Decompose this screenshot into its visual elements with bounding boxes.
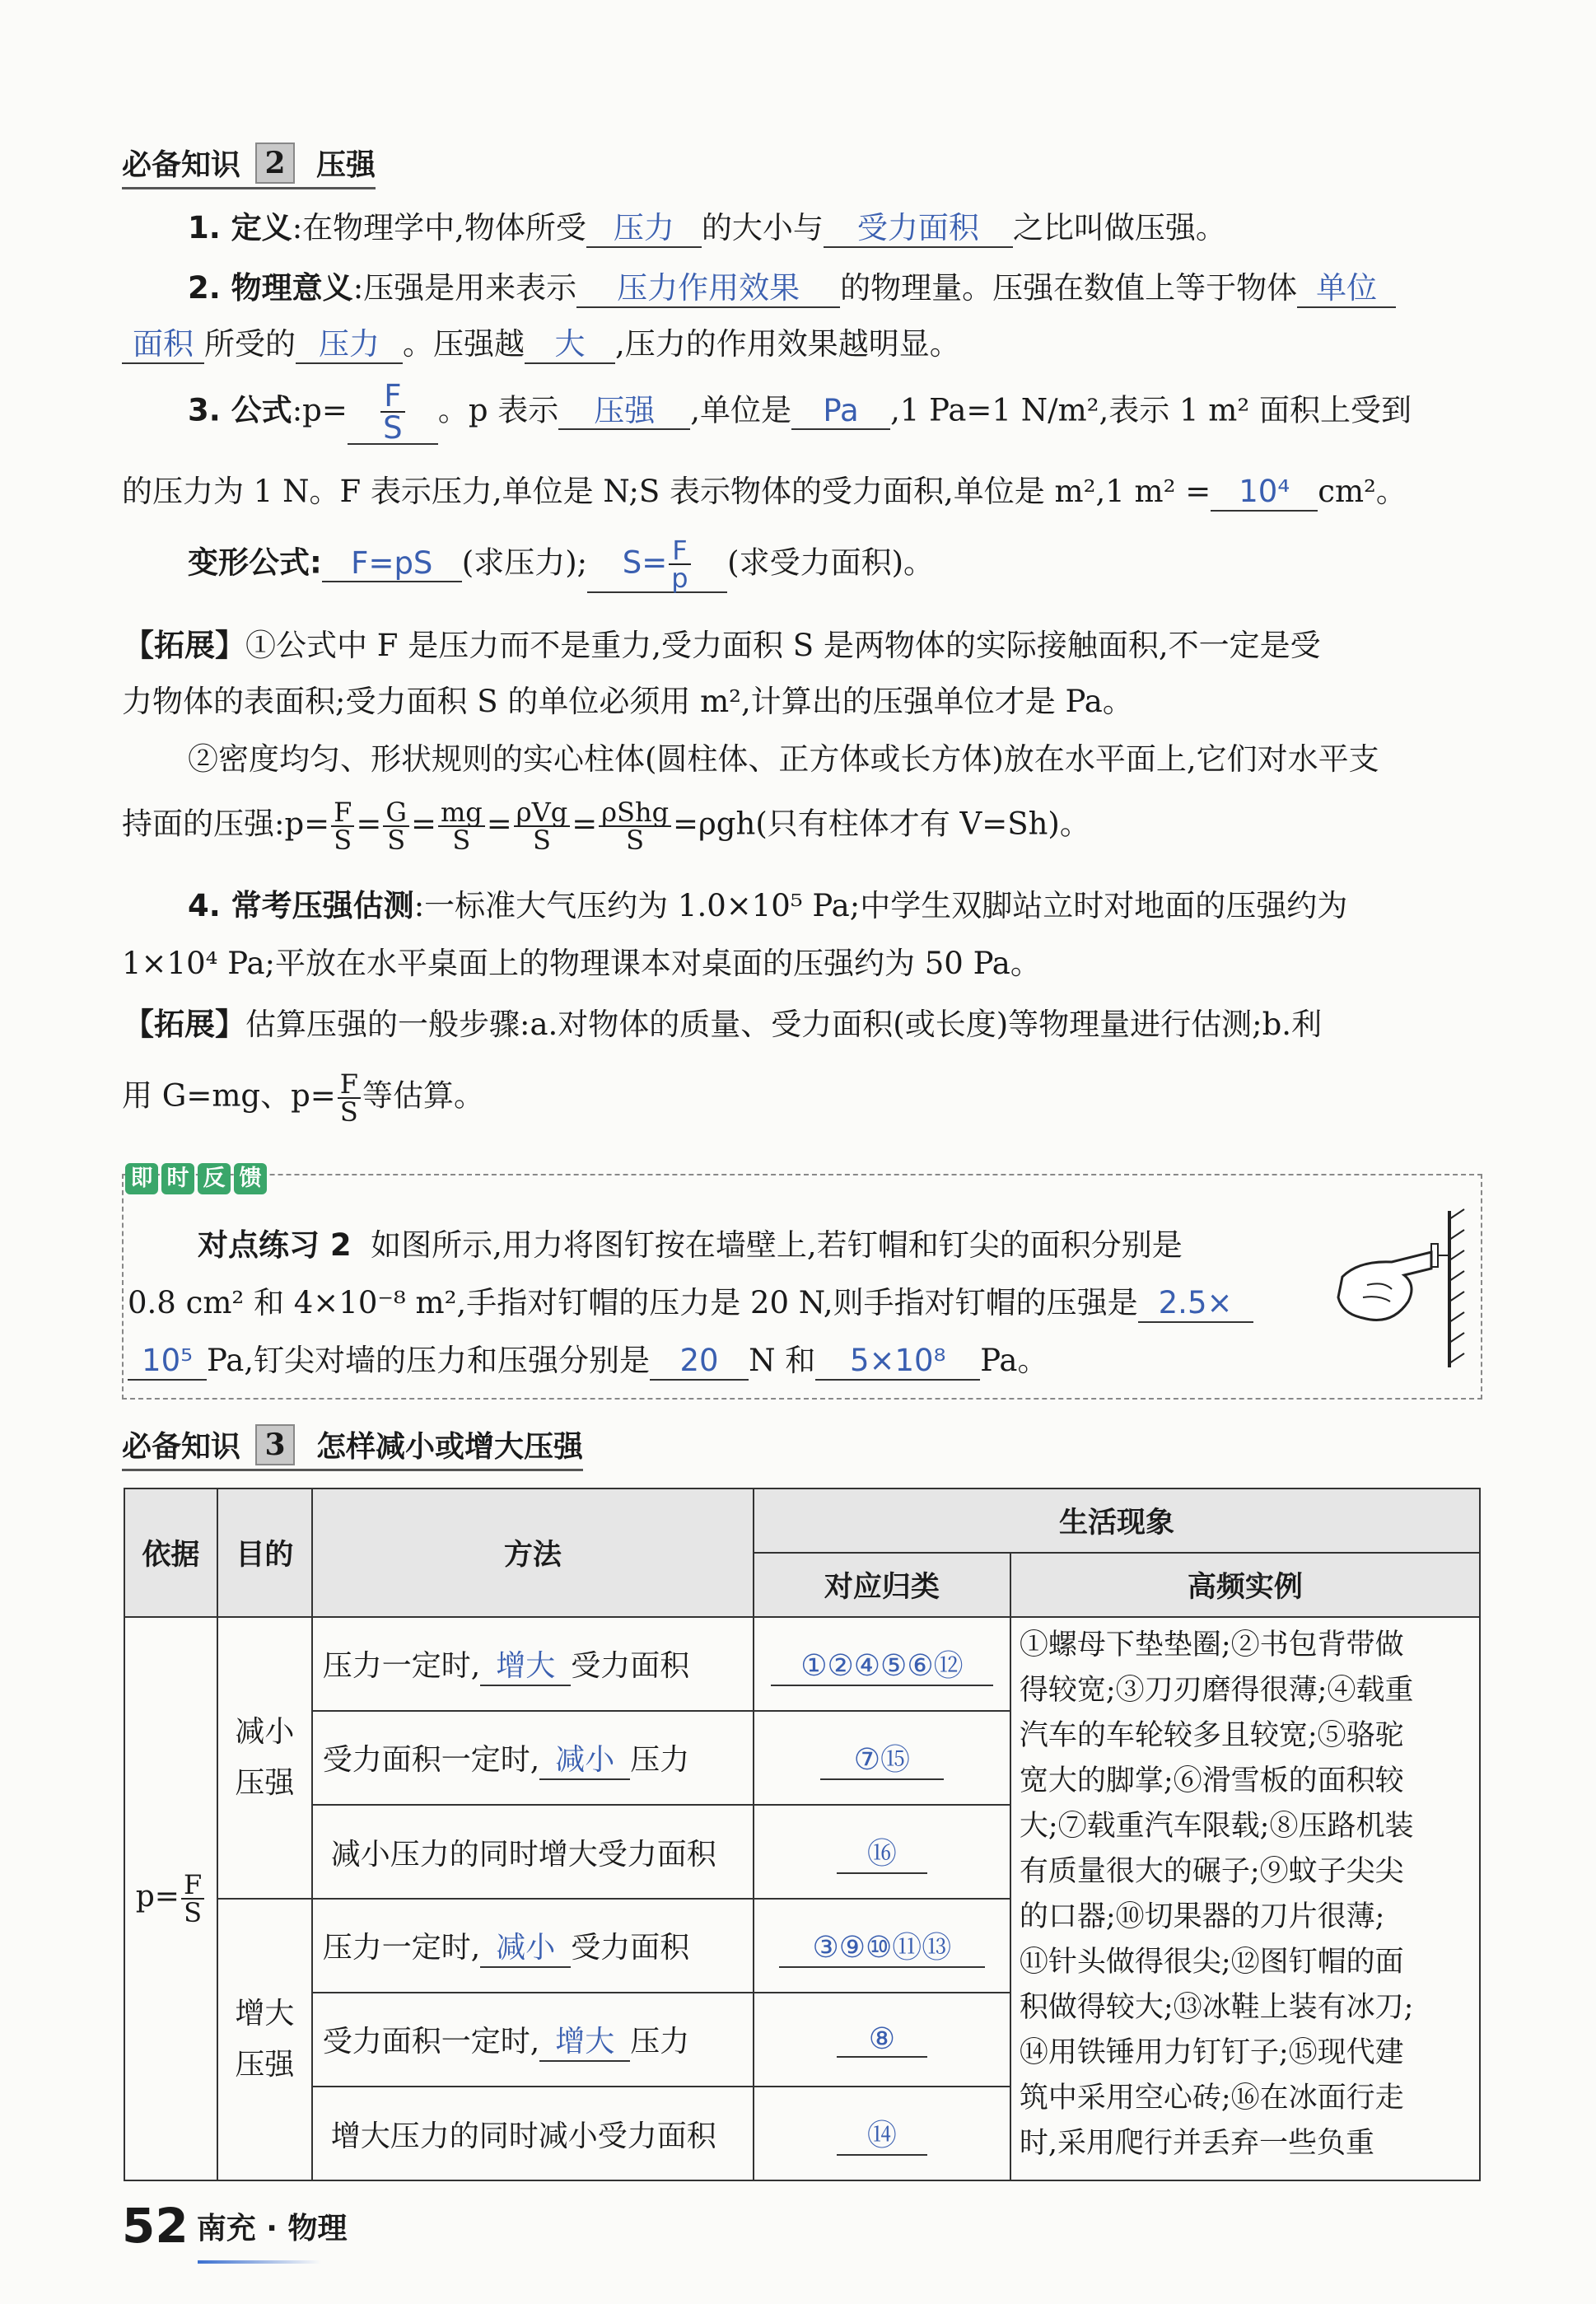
text: 压力 — [630, 2024, 690, 2059]
text: :压强是用来表示 — [352, 270, 577, 306]
feedback-tag — [125, 1163, 267, 1194]
extension-1-line-1 — [124, 628, 1321, 664]
variant-formula-line — [188, 537, 934, 593]
answer-blank: 压力作用效果 — [576, 271, 840, 308]
match-cell — [754, 2087, 1010, 2180]
text: 1×10⁴ Pa;平放在水平桌面上的物理课本对桌面的压强约为 50 Pa。 — [122, 946, 1041, 981]
page-footer — [122, 2198, 347, 2254]
tag-char: 即 — [125, 1163, 158, 1194]
text: 减小压力的同时增大受力面积 — [330, 1837, 716, 1872]
text: 增大压力的同时减小受力面积 — [330, 2119, 716, 2153]
text: ,1 Pa=1 N/m²,表示 1 m² 面积上受到 — [890, 392, 1412, 428]
answer-blank: ⑧ — [837, 2022, 927, 2058]
text: 受力面积 — [571, 1648, 690, 1683]
text: 压力 — [630, 1742, 690, 1777]
extension-1-line-3 — [188, 741, 1379, 778]
method-cell — [312, 1711, 754, 1805]
text: S= — [622, 544, 668, 581]
method-cell — [312, 1617, 754, 1711]
answer-blank: Pa — [791, 394, 890, 431]
match-cell — [754, 1805, 1010, 1899]
answer-blank: 压力 — [296, 327, 403, 364]
footer-accent-line — [198, 2260, 321, 2264]
denominator: p — [671, 563, 688, 594]
header-method: 方法 — [312, 1488, 754, 1617]
text: 的压力为 1 N。F 表示压力,单位是 N;S 表示物体的受力面积,单位是 m²,1 m² = — [122, 474, 1211, 509]
example-line: 得较宽;③刀刃磨得很薄;④载重 — [1019, 1674, 1414, 1707]
text: 。p 表示 — [437, 392, 559, 428]
answer-blank: F=pS — [322, 546, 462, 583]
definition-label: 1. 定义 — [188, 210, 292, 245]
answer-blank: 压力 — [586, 211, 702, 248]
fraction-rshg-s — [599, 797, 671, 856]
text: 等估算。 — [362, 1077, 484, 1114]
example-line: 大;⑦载重汽车限载;⑧压路机装 — [1019, 1810, 1414, 1843]
answer-blank: ③⑨⑩⑪⑬ — [779, 1924, 985, 1968]
example-line: 积做得较大;⑬冰鞋上装有冰刀; — [1019, 1991, 1414, 2024]
feedback-line-1 — [198, 1227, 1183, 1264]
numerator: F — [338, 1071, 361, 1099]
variant-fraction — [669, 535, 690, 594]
answer-blank: 增大 — [480, 1643, 571, 1686]
header-example: 高频实例 — [1010, 1553, 1480, 1617]
section-number: 3 — [255, 1424, 295, 1465]
text: 的物理量。压强在数值上等于物体 — [840, 270, 1298, 306]
formula-line-1 — [188, 378, 1412, 446]
example-line: ⑪针头做得很尖;⑫图钉帽的面 — [1019, 1946, 1404, 1979]
header-goal: 目的 — [217, 1488, 312, 1617]
text: 如图所示,用力将图钉按在墙壁上,若钉帽和钉尖的面积分别是 — [371, 1227, 1183, 1263]
answer-blank: 10⁴ — [1211, 474, 1318, 512]
denominator: S — [387, 825, 406, 856]
feedback-line-2 — [128, 1285, 1253, 1323]
section-3-header — [122, 1423, 583, 1471]
answer-blank: 面积 — [122, 327, 204, 364]
example-line: ①螺母下垫垫圈;②书包背带做 — [1019, 1629, 1404, 1661]
extension-1-line-4: 持面的压强:p= $\frac{F}{S}$ = $\frac{G}{S}$ = $\frac{mg}{S}$ = $\frac{\text{ρVg}}{S}$ = $\frac{\text{ρShg}}{S}$ =ρgh(只有柱体才有 V=Sh)。 — [122, 797, 1090, 856]
meaning-label: 2. 物理意义 — [188, 270, 353, 306]
formula-line-2 — [122, 474, 1407, 512]
basis-formula-cell — [124, 1617, 217, 2180]
book-title: 南充 · 物理 — [196, 2212, 348, 2246]
text: 力物体的表面积;受力面积 S 的单位必须用 m²,计算出的压强单位才是 Pa。 — [122, 684, 1133, 719]
answer-blank: 减小 — [480, 1924, 571, 1968]
numerator: ρShg — [599, 799, 671, 827]
header-match: 对应归类 — [754, 1553, 1010, 1617]
section-label: 必备知识 — [122, 148, 241, 182]
estimation-label: 4. 常考压强估测 — [188, 888, 414, 923]
text: 受力面积一定时, — [322, 2024, 540, 2059]
numerator: F — [181, 1872, 204, 1900]
answer-blank: 减小 — [539, 1736, 630, 1780]
numerator: F — [380, 381, 405, 413]
method-cell — [312, 2087, 754, 2180]
section-number: 2 — [255, 143, 295, 184]
answer-blank: 压强 — [558, 394, 690, 431]
example-line: 有质量很大的碾子;⑨蚊子尖尖 — [1019, 1855, 1404, 1888]
text: :一标准大气压约为 1.0×10⁵ Pa;中学生双脚站立时对地面的压强约为 — [413, 888, 1348, 923]
feedback-line-3 — [128, 1343, 1048, 1381]
fraction-f-s — [338, 1068, 361, 1128]
text: 用 G=mg、p= — [122, 1077, 336, 1114]
method-cell — [312, 1805, 754, 1899]
exercise-title: 对点练习 2 — [198, 1227, 352, 1263]
text: 。压强越 — [403, 326, 525, 362]
text: ②密度均匀、形状规则的实心柱体(圆柱体、正方体或长方体)放在水平面上,它们对水平支 — [188, 741, 1379, 777]
extension-tag: 【拓展】 — [124, 628, 245, 663]
answer-blank: ⑯ — [837, 1830, 927, 1874]
pressure-methods-table — [124, 1488, 1481, 2181]
answer-blank: 增大 — [539, 2018, 630, 2062]
examples-cell — [1010, 1617, 1480, 2180]
answer-blank: 大 — [525, 327, 615, 364]
match-cell — [754, 1899, 1010, 1993]
meaning-line-1 — [188, 270, 1396, 308]
definition-line — [188, 210, 1226, 248]
denominator: S — [626, 825, 645, 856]
meaning-line-2 — [122, 326, 960, 364]
denominator: S — [452, 825, 471, 856]
numerator: ρVg — [514, 799, 570, 827]
text: 0.8 cm² 和 4×10⁻⁸ m²,手指对钉帽的压力是 20 N,则手指对钉帽的压强是 — [128, 1285, 1138, 1320]
text: 受力面积 — [571, 1930, 690, 1965]
match-cell — [754, 1617, 1010, 1711]
denominator: S — [339, 1096, 358, 1128]
example-line: 的口器;⑩切果器的刀片很薄; — [1019, 1900, 1385, 1933]
extension-1-line-2 — [122, 684, 1133, 720]
text: N 和 — [749, 1343, 816, 1378]
answer-blank: ①②④⑤⑥⑫ — [771, 1643, 993, 1686]
fraction-rvg-s — [514, 797, 570, 856]
example-line: ⑭用铁锤用力钉钉子;⑮现代建 — [1019, 2036, 1404, 2069]
formula-label: 3. 公式 — [188, 392, 292, 428]
fraction-mg-s — [438, 797, 485, 856]
extension-2-line-2 — [122, 1068, 484, 1128]
goal-increase-cell: 增大压强 — [217, 1899, 312, 2180]
extension-2-line-1 — [124, 1007, 1322, 1043]
text: Pa,钉尖对墙的压力和压强分别是 — [207, 1343, 651, 1378]
text: 压力一定时, — [322, 1648, 481, 1683]
example-line: 宽大的脚掌;⑥滑雪板的面积较 — [1019, 1764, 1404, 1797]
goal-reduce-cell: 减小压强 — [217, 1617, 312, 1899]
text: 的大小与 — [701, 210, 824, 245]
text: ,单位是 — [690, 392, 792, 428]
basis-fraction — [181, 1869, 204, 1928]
extension-tag: 【拓展】 — [124, 1007, 245, 1042]
answer-blank — [587, 537, 727, 593]
answer-blank: 5×10⁸ — [815, 1344, 980, 1381]
header-life: 生活现象 — [754, 1488, 1480, 1553]
text: ,压力的作用效果越明显。 — [615, 326, 960, 362]
numerator: F — [669, 537, 690, 565]
text: p= — [135, 1880, 180, 1914]
denominator: S — [334, 825, 352, 856]
text: 受力面积一定时, — [322, 1742, 540, 1777]
method-cell — [312, 1899, 754, 1993]
estimation-line-2 — [122, 946, 1041, 982]
answer-blank: 2.5× — [1138, 1286, 1253, 1323]
formula-blank — [348, 378, 438, 446]
text: 持面的压强:p= — [122, 806, 330, 842]
text: ①公式中 F 是压力而不是重力,受力面积 S 是两物体的实际接触面积,不一定是受 — [245, 628, 1321, 663]
denominator: S — [184, 1897, 202, 1928]
match-cell — [754, 1711, 1010, 1805]
denominator: S — [383, 410, 403, 446]
text: 估算压强的一般步骤:a.对物体的质量、受力面积(或长度)等物理量进行估测;b.利 — [245, 1007, 1323, 1042]
numerator: F — [331, 799, 354, 827]
match-cell — [754, 1993, 1010, 2087]
answer-blank: 单位 — [1297, 271, 1396, 308]
tag-char: 反 — [198, 1163, 231, 1194]
text: (求受力面积)。 — [727, 544, 935, 581]
estimation-line-1 — [188, 888, 1347, 924]
page-number: 52 — [122, 2198, 189, 2254]
numerator: mg — [438, 799, 485, 827]
method-cell — [312, 1993, 754, 2087]
text: (求压力); — [461, 544, 588, 581]
example-line: 时,采用爬行并丢弃一些负重 — [1019, 2127, 1375, 2160]
section-title: 怎样减小或增大压强 — [316, 1430, 584, 1464]
answer-blank: 20 — [650, 1344, 749, 1381]
formula-fraction — [380, 378, 405, 446]
variant-label: 变形公式: — [188, 544, 322, 581]
fraction-g-s — [383, 797, 409, 856]
section-label: 必备知识 — [122, 1430, 241, 1464]
answer-blank: 10⁵ — [128, 1344, 207, 1381]
text: 所受的 — [204, 326, 296, 362]
text: :在物理学中,物体所受 — [292, 210, 586, 245]
tag-char: 时 — [161, 1163, 194, 1194]
tag-char: 馈 — [234, 1163, 267, 1194]
example-line: 筑中采用空心砖;⑯在冰面行走 — [1019, 2082, 1404, 2115]
example-line: 汽车的车轮较多且较宽;⑤骆驼 — [1019, 1719, 1404, 1752]
denominator: S — [533, 825, 551, 856]
answer-blank: ⑭ — [837, 2112, 927, 2156]
text: =ρgh(只有柱体才有 V=Sh)。 — [673, 806, 1090, 842]
answer-blank: ⑦⑮ — [820, 1736, 944, 1780]
pushpin-hand-illustration — [1326, 1203, 1474, 1376]
text: cm²。 — [1318, 474, 1407, 509]
fraction-f-s — [331, 797, 354, 856]
text: 压力一定时, — [322, 1930, 481, 1965]
section-title: 压强 — [316, 148, 376, 182]
numerator: G — [383, 799, 409, 827]
text: 之比叫做压强。 — [1012, 210, 1226, 245]
section-2-header — [122, 142, 376, 189]
text: Pa。 — [980, 1343, 1048, 1378]
header-basis: 依据 — [124, 1488, 217, 1617]
text: :p= — [292, 392, 348, 428]
answer-blank: 受力面积 — [824, 211, 1013, 248]
